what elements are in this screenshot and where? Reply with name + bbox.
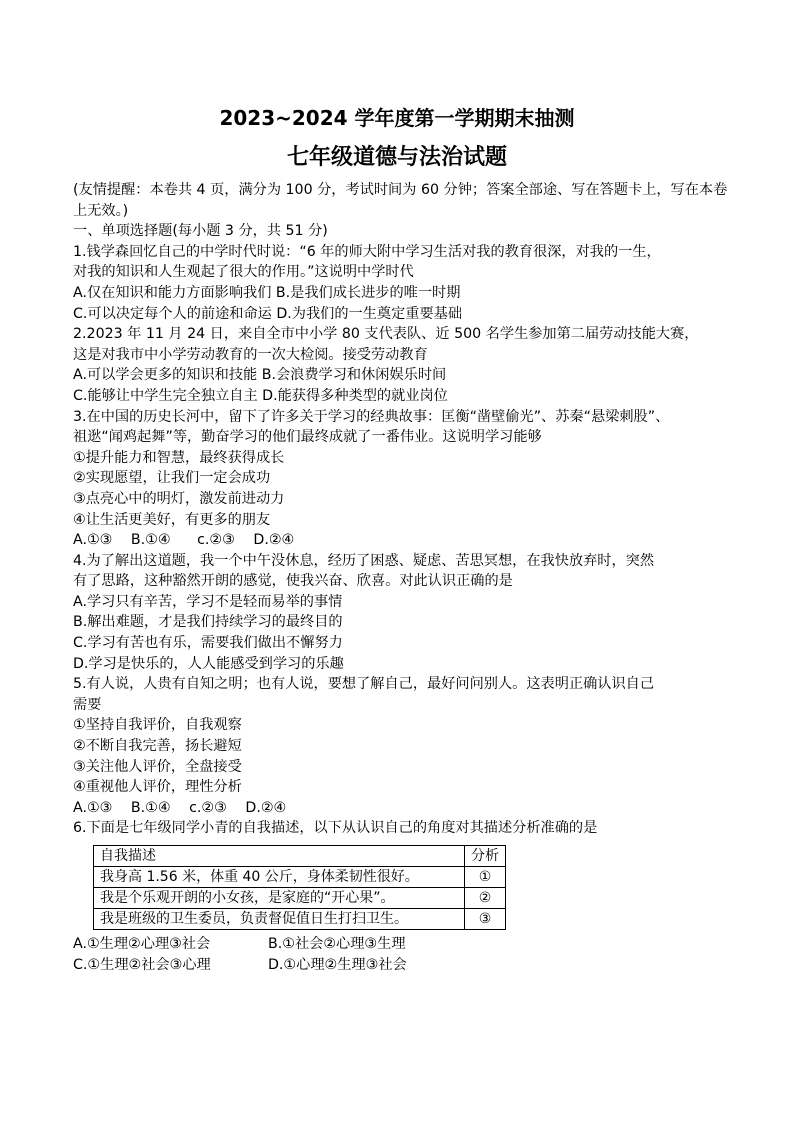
statement-item: ②不断自我完善，扬长避短	[73, 738, 242, 755]
table-cell-analysis: ①	[465, 867, 506, 888]
option-line: C.能够让中学生完全独立自主 D.能获得多种类型的就业岗位	[73, 387, 448, 404]
question-3	[73, 407, 733, 551]
choice-b: B.①④	[130, 532, 171, 549]
statement-item: ②实现愿望，让我们一定会成功	[73, 470, 271, 487]
choice-d: D.①心理②生理③社会	[268, 956, 407, 973]
question-stem-line: 5.有人说，人贵有自知之明；也有人说，要想了解自己，最好问问别人。这表明正确认识自己	[73, 676, 655, 693]
question-stem-line: 6.下面是七年级同学小青的自我描述，以下从认识自己的角度对其描述分析准确的是	[73, 820, 598, 837]
question-stem-line: 对我的知识和人生观起了很大的作用。”这说明中学时代	[73, 264, 414, 281]
table-cell-description: 我身高 1.56 米，体重 40 公斤，身体柔韧性很好。	[94, 867, 465, 888]
question-stem-line: 祖逖“闻鸡起舞”等，勤奋学习的他们最终成就了一番伟业。这说明学习能够	[73, 429, 542, 446]
choice-c: C.①生理②社会③心理	[73, 956, 211, 973]
question-1	[73, 242, 733, 324]
table-cell-description: 我是班级的卫生委员，负责督促值日生打扫卫生。	[94, 909, 465, 930]
question-2	[73, 324, 733, 406]
statement-item: ④让生活更美好，有更多的朋友	[73, 511, 271, 528]
question-stem-line: 需要	[73, 696, 102, 713]
choice-c: c.②③	[197, 532, 235, 549]
statement-item: ④重视他人评价，理性分析	[73, 779, 242, 796]
question-stem-line: 1.钱学森回忆自己的中学时代时说：“6 年的师大附中学习生活对我的教育很深，对我的一生，	[73, 243, 661, 260]
table-header-description: 自我描述	[94, 846, 465, 867]
choice-d: D.②④	[253, 532, 295, 549]
choice-row	[73, 530, 733, 551]
question-5	[73, 674, 733, 818]
option-line: A.仅在知识和能力方面影响我们 B.是我们成长进步的唯一时期	[73, 284, 461, 301]
statement-item: ③关注他人评价，全盘接受	[73, 758, 242, 775]
choice-a: A.①生理②心理③社会	[73, 936, 211, 952]
statement-item: ①坚持自我评价，自我观察	[73, 717, 242, 734]
statement-item: ③点亮心中的明灯，激发前进动力	[73, 490, 285, 507]
question-6	[73, 818, 733, 975]
question-stem-line: 有了思路，这种豁然开朗的感觉，使我兴奋、欣喜。对此认识正确的是	[73, 573, 513, 590]
exam-subtitle: 七年级道德与法治试题	[286, 145, 507, 170]
table-row	[94, 867, 506, 888]
question-4	[73, 551, 733, 675]
choice-a: A.①③	[73, 799, 113, 816]
choice-row	[73, 934, 733, 955]
option-line: B.解出难题，才是我们持续学习的最终目的	[73, 614, 343, 631]
self-description-table	[93, 845, 506, 930]
question-stem-line: 这是对我市中小学劳动教育的一次大检阅。接受劳动教育	[73, 346, 428, 363]
choice-row	[73, 955, 733, 976]
choice-d: D.②④	[245, 799, 287, 816]
choice-c: c.②③	[189, 799, 227, 816]
section-heading: 一、单项选择题(每小题 3 分，共 51 分)	[73, 223, 328, 240]
table-row	[94, 888, 506, 909]
option-line: C.学习有苦也有乐，需要我们做出不懈努力	[73, 635, 343, 652]
statement-item: ①提升能力和智慧，最终获得成长	[73, 449, 285, 466]
exam-content	[73, 180, 733, 975]
exam-title: 2023~2024 学年度第一学期期末抽测	[219, 106, 575, 130]
question-stem-line: 2.2023 年 11 月 24 日，来自全市中小学 80 支代表队、近 500 名学生参加第二届劳动技能大赛，	[73, 326, 699, 343]
choice-a: A.①③	[73, 532, 113, 549]
choice-b: B.①④	[130, 799, 171, 816]
choice-b: B.①社会②心理③生理	[268, 936, 406, 952]
table-row	[94, 909, 506, 930]
choice-row	[73, 798, 733, 819]
option-line: C.可以决定每个人的前途和命运 D.为我们的一生奠定重要基础	[73, 305, 463, 322]
question-stem-line: 4.为了解出这道题，我一个中午没休息，经历了困惑、疑虑、苦思冥想，在我快放弃时，突然	[73, 552, 655, 569]
option-line: A.学习只有辛苦，学习不是轻而易举的事情	[73, 593, 343, 610]
table-header-row	[94, 846, 506, 867]
table-header-analysis: 分析	[465, 846, 506, 867]
table-cell-analysis: ③	[465, 909, 506, 930]
table-cell-description: 我是个乐观开朗的小女孩，是家庭的“开心果”。	[94, 888, 465, 909]
option-line: D.学习是快乐的，人人能感受到学习的乐趣	[73, 655, 344, 672]
notice-text: (友情提醒：本卷共 4 页，满分为 100 分，考试时间为 60 分钟；答案全部途、写在答题卡上，写在本卷上无效。)	[73, 182, 728, 219]
question-stem-line: 3.在中国的历史长河中，留下了许多关于学习的经典故事：匡衡“凿壁偷光”、苏秦“悬梁刺股”、	[73, 408, 670, 425]
option-line: A.可以学会更多的知识和技能 B.会浪费学习和休闲娱乐时间	[73, 367, 447, 384]
table-cell-analysis: ②	[465, 888, 506, 909]
